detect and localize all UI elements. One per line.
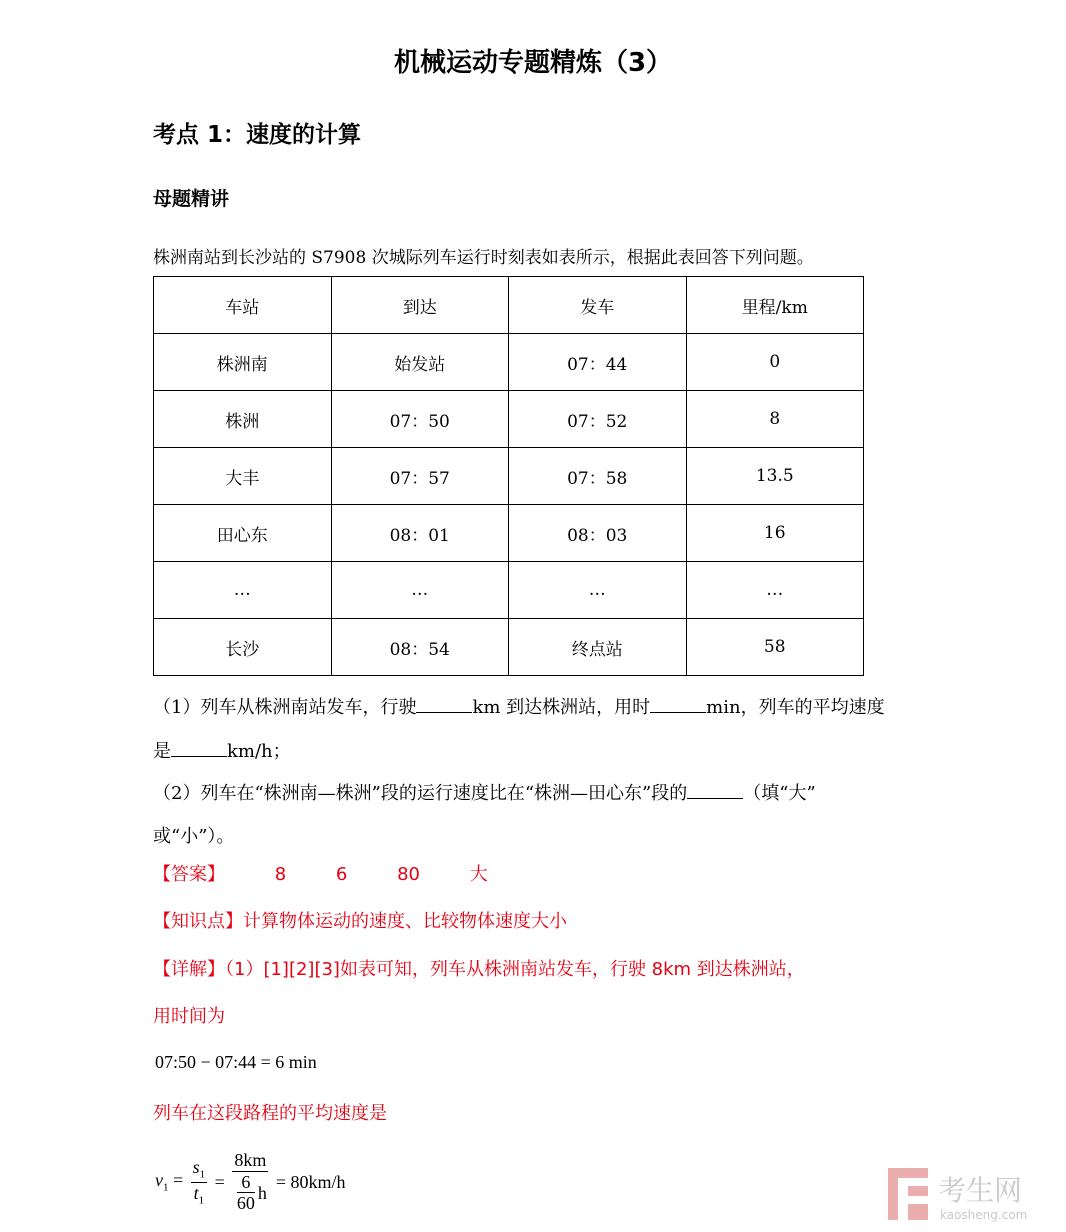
answer-label: 【答案】 [153,864,225,885]
detail-line-1 [153,955,805,981]
table-cell: 大丰 [154,448,332,505]
equation-denominator: 60 [236,1193,255,1214]
equation-result: = 80km/h [275,1171,346,1192]
equation-subscript: 1 [198,1194,205,1207]
table-header-cell: 里程/km [686,277,864,334]
knowledge-line [153,907,567,933]
subsection-title: 母题精讲 [153,188,230,210]
equation-symbol: t [193,1182,199,1203]
question-text: km 到达株洲站，用时 [472,697,651,718]
fraction-s-over-t [191,1157,208,1206]
knowledge-label: 【知识点】 [153,911,243,932]
table-cell: 田心东 [154,505,332,562]
table-cell: 8 [686,391,864,448]
equation-symbol: s [192,1157,200,1178]
question-2-line-1 [153,779,816,805]
table-row [154,562,864,619]
table-cell: 07：57 [331,448,509,505]
answer-blank [687,780,743,799]
table-cell: 08：01 [331,505,509,562]
question-text: min，列车的平均速度 [706,697,885,718]
equation-subscript: 1 [199,1168,206,1181]
table-header-cell: 到达 [331,277,509,334]
table-header-cell: 车站 [154,277,332,334]
table-cell: 08：54 [331,619,509,676]
table-header-cell: 发车 [509,277,687,334]
question-1-line-2 [153,737,291,763]
site-watermark [886,1164,1046,1226]
question-text: （填“大” [743,783,816,804]
question-text: （1）列车从株洲南站发车，行驶 [153,697,417,718]
question-1-line-1 [153,693,885,719]
table-row [154,391,864,448]
question-2-line-2: 或“小”）。 [153,826,235,847]
answer-line [153,860,488,886]
equation-unit: h [257,1182,267,1203]
answer-value: 大 [469,864,488,885]
table-cell: 终点站 [509,619,687,676]
equation-subscript: 1 [163,1181,169,1194]
table-cell: 08：03 [509,505,687,562]
table-cell: 16 [686,505,864,562]
knowledge-text: 计算物体运动的速度、比较物体速度大小 [243,911,567,932]
fraction-distance-over-time [232,1150,268,1214]
answer-value: 8 [274,864,287,885]
table-cell: 07：50 [331,391,509,448]
table-row [154,334,864,391]
answer-value: 80 [397,864,421,885]
table-row [154,505,864,562]
answer-blank [171,738,227,757]
table-row [154,619,864,676]
answer-blank [416,694,472,713]
table-cell: 13.5 [686,448,864,505]
table-cell: 株洲 [154,391,332,448]
table-cell: 始发站 [331,334,509,391]
table-cell: 07：52 [509,391,687,448]
detail-label: 【详解】 [153,959,225,980]
detail-line-3: 列车在这段路程的平均速度是 [153,1103,387,1124]
answer-value: 6 [335,864,348,885]
timetable [153,276,864,676]
table-cell: … [509,562,687,619]
table-cell: 07：44 [509,334,687,391]
speed-equation: $v_1$ = $\frac{s_1}{t_1}$ = 8km $\frac{6}{60}$ h = 80km/h [155,1150,346,1214]
watermark-brand-cn: 考生网 [938,1174,1023,1207]
page-title: 机械运动专题精炼（3） [393,48,673,78]
watermark-brand-en: kaosheng.com [940,1208,1028,1222]
table-cell: 株洲南 [154,334,332,391]
table-cell: … [331,562,509,619]
question-text: 是 [153,741,171,762]
detail-text: （1）[1][2][3]如表可知，列车从株洲南站发车，行驶 8km 到达株洲站， [225,959,805,980]
equation-numerator: 8km [234,1150,267,1170]
question-text: km/h； [227,741,291,762]
table-cell: … [154,562,332,619]
answer-blank [650,694,706,713]
table-row [154,448,864,505]
time-equation: 07:50 − 07:44 = 6 min [155,1052,317,1072]
table-cell: 07：58 [509,448,687,505]
section-title: 考点 1：速度的计算 [153,122,362,148]
table-header-row [154,277,864,334]
watermark-logo-icon [886,1164,1046,1226]
table-cell: … [686,562,864,619]
fraction-hours [237,1172,255,1214]
table-cell: 58 [686,619,864,676]
equation-symbol: v [155,1170,163,1191]
table-cell: 0 [686,334,864,391]
table-cell: 长沙 [154,619,332,676]
question-intro: 株洲南站到长沙站的 S7908 次城际列车运行时刻表如表所示，根据此表回答下列问题。 [153,248,814,268]
equation-numerator: 6 [237,1172,255,1194]
detail-line-2: 用时间为 [153,1006,225,1027]
question-text: （2）列车在“株洲南—株洲”段的运行速度比在“株洲—田心东”段的 [153,783,688,804]
